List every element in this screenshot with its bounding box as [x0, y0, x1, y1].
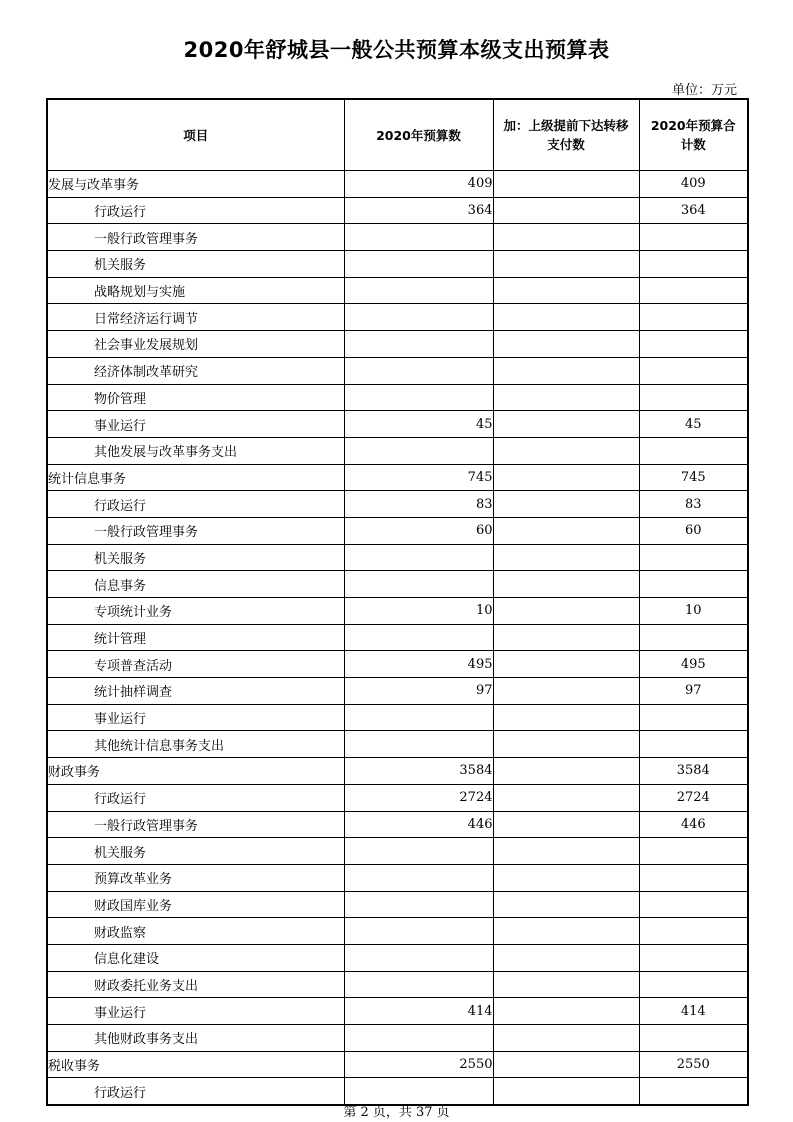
table-row	[47, 357, 748, 384]
row-budget	[344, 838, 493, 865]
row-item-name: 行政运行	[47, 197, 344, 224]
table-row	[47, 411, 748, 438]
table-row	[47, 517, 748, 544]
row-item-name: 其他统计信息事务支出	[47, 731, 344, 758]
row-transfer	[493, 251, 639, 278]
row-transfer	[493, 544, 639, 571]
row-transfer	[493, 624, 639, 651]
row-budget: 2724	[344, 784, 493, 811]
row-budget: 414	[344, 998, 493, 1025]
row-item-name: 一般行政管理事务	[47, 811, 344, 838]
table-row	[47, 1025, 748, 1052]
row-total	[639, 838, 748, 865]
table-row	[47, 731, 748, 758]
row-budget	[344, 277, 493, 304]
row-transfer	[493, 411, 639, 438]
row-budget	[344, 918, 493, 945]
row-transfer	[493, 277, 639, 304]
row-budget	[344, 971, 493, 998]
row-transfer	[493, 598, 639, 625]
row-item-name: 财政国库业务	[47, 891, 344, 918]
row-item-name: 机关服务	[47, 838, 344, 865]
row-total: 745	[639, 464, 748, 491]
row-total	[639, 437, 748, 464]
table-row	[47, 197, 748, 224]
row-item-name: 事业运行	[47, 411, 344, 438]
unit-label: 单位：万元	[671, 83, 737, 98]
row-budget	[344, 1025, 493, 1052]
row-transfer	[493, 651, 639, 678]
row-item-name: 其他财政事务支出	[47, 1025, 344, 1052]
table-row	[47, 171, 748, 198]
page-title: 2020年舒城县一般公共预算本级支出预算表	[183, 38, 610, 62]
row-item-name: 事业运行	[47, 998, 344, 1025]
row-budget: 364	[344, 197, 493, 224]
row-item-name: 专项统计业务	[47, 598, 344, 625]
row-budget	[344, 731, 493, 758]
row-total	[639, 704, 748, 731]
row-total	[639, 944, 748, 971]
row-transfer	[493, 1025, 639, 1052]
row-budget	[344, 624, 493, 651]
header-item: 项目	[47, 99, 344, 171]
row-total: 495	[639, 651, 748, 678]
row-budget	[344, 224, 493, 251]
row-budget: 83	[344, 491, 493, 518]
header-transfer: 加：上级提前下达转移支付数	[493, 99, 639, 171]
row-transfer	[493, 1051, 639, 1078]
row-total: 2724	[639, 784, 748, 811]
row-total	[639, 224, 748, 251]
row-item-name: 物价管理	[47, 384, 344, 411]
table-row	[47, 651, 748, 678]
row-transfer	[493, 918, 639, 945]
row-budget	[344, 571, 493, 598]
row-item-name: 统计信息事务	[47, 464, 344, 491]
table-row	[47, 491, 748, 518]
table-row	[47, 998, 748, 1025]
row-transfer	[493, 811, 639, 838]
row-transfer	[493, 678, 639, 705]
row-total	[639, 277, 748, 304]
row-total: 2550	[639, 1051, 748, 1078]
table-row	[47, 224, 748, 251]
table-row	[47, 384, 748, 411]
row-transfer	[493, 864, 639, 891]
table-row	[47, 811, 748, 838]
row-transfer	[493, 464, 639, 491]
row-transfer	[493, 998, 639, 1025]
row-total	[639, 357, 748, 384]
row-budget	[344, 331, 493, 358]
row-transfer	[493, 704, 639, 731]
table-row	[47, 891, 748, 918]
row-item-name: 经济体制改革研究	[47, 357, 344, 384]
header-budget: 2020年预算数	[344, 99, 493, 171]
row-transfer	[493, 838, 639, 865]
row-total	[639, 544, 748, 571]
row-transfer	[493, 171, 639, 198]
table-row	[47, 838, 748, 865]
row-total	[639, 891, 748, 918]
row-total	[639, 918, 748, 945]
row-item-name: 一般行政管理事务	[47, 224, 344, 251]
row-transfer	[493, 571, 639, 598]
row-budget: 60	[344, 517, 493, 544]
row-transfer	[493, 971, 639, 998]
row-transfer	[493, 491, 639, 518]
row-budget: 97	[344, 678, 493, 705]
row-item-name: 日常经济运行调节	[47, 304, 344, 331]
row-budget	[344, 891, 493, 918]
row-budget	[344, 437, 493, 464]
row-total: 414	[639, 998, 748, 1025]
row-budget	[344, 384, 493, 411]
row-transfer	[493, 784, 639, 811]
row-total	[639, 1025, 748, 1052]
row-total: 364	[639, 197, 748, 224]
table-row	[47, 784, 748, 811]
row-total	[639, 971, 748, 998]
table-row	[47, 304, 748, 331]
table-row	[47, 918, 748, 945]
row-item-name: 专项普查活动	[47, 651, 344, 678]
row-transfer	[493, 731, 639, 758]
row-budget: 45	[344, 411, 493, 438]
row-item-name: 统计抽样调查	[47, 678, 344, 705]
budget-table	[46, 98, 749, 1106]
table-row	[47, 944, 748, 971]
row-total: 83	[639, 491, 748, 518]
row-item-name: 社会事业发展规划	[47, 331, 344, 358]
row-total: 3584	[639, 758, 748, 785]
row-budget	[344, 304, 493, 331]
row-total	[639, 251, 748, 278]
table-row	[47, 1051, 748, 1078]
row-item-name: 信息事务	[47, 571, 344, 598]
row-budget: 2550	[344, 1051, 493, 1078]
row-budget: 409	[344, 171, 493, 198]
row-transfer	[493, 944, 639, 971]
row-item-name: 信息化建设	[47, 944, 344, 971]
row-transfer	[493, 437, 639, 464]
table-row	[47, 464, 748, 491]
row-total	[639, 731, 748, 758]
row-budget	[344, 944, 493, 971]
table-row	[47, 331, 748, 358]
row-item-name: 财政监察	[47, 918, 344, 945]
row-budget	[344, 704, 493, 731]
row-item-name: 预算改革业务	[47, 864, 344, 891]
table-row	[47, 678, 748, 705]
table-header-row	[47, 99, 748, 171]
row-transfer	[493, 517, 639, 544]
row-total: 45	[639, 411, 748, 438]
row-item-name: 机关服务	[47, 251, 344, 278]
row-item-name: 战略规划与实施	[47, 277, 344, 304]
row-item-name: 行政运行	[47, 784, 344, 811]
row-item-name: 财政委托业务支出	[47, 971, 344, 998]
table-row	[47, 571, 748, 598]
row-budget: 745	[344, 464, 493, 491]
table-row	[47, 277, 748, 304]
row-total: 97	[639, 678, 748, 705]
header-total: 2020年预算合计数	[639, 99, 748, 171]
row-transfer	[493, 758, 639, 785]
table-row	[47, 864, 748, 891]
table-row	[47, 544, 748, 571]
row-item-name: 行政运行	[47, 1078, 344, 1105]
row-total	[639, 331, 748, 358]
row-total	[639, 624, 748, 651]
row-transfer	[493, 891, 639, 918]
row-item-name: 事业运行	[47, 704, 344, 731]
table-row	[47, 598, 748, 625]
row-item-name: 统计管理	[47, 624, 344, 651]
row-item-name: 发展与改革事务	[47, 171, 344, 198]
row-budget: 10	[344, 598, 493, 625]
row-transfer	[493, 357, 639, 384]
row-budget	[344, 544, 493, 571]
row-transfer	[493, 331, 639, 358]
row-total: 446	[639, 811, 748, 838]
row-total	[639, 571, 748, 598]
table-row	[47, 251, 748, 278]
row-item-name: 机关服务	[47, 544, 344, 571]
row-item-name: 一般行政管理事务	[47, 517, 344, 544]
row-budget	[344, 864, 493, 891]
table-row	[47, 704, 748, 731]
row-total	[639, 304, 748, 331]
row-budget	[344, 357, 493, 384]
page-footer: 第 2 页，共 37 页	[343, 1105, 450, 1120]
row-budget: 495	[344, 651, 493, 678]
row-transfer	[493, 224, 639, 251]
row-total	[639, 384, 748, 411]
row-budget: 3584	[344, 758, 493, 785]
row-transfer	[493, 197, 639, 224]
row-total: 409	[639, 171, 748, 198]
row-item-name: 行政运行	[47, 491, 344, 518]
row-transfer	[493, 304, 639, 331]
row-item-name: 财政事务	[47, 758, 344, 785]
row-total	[639, 864, 748, 891]
table-row	[47, 971, 748, 998]
table-row	[47, 758, 748, 785]
row-transfer	[493, 384, 639, 411]
table-body	[47, 171, 748, 1106]
row-total: 60	[639, 517, 748, 544]
table-row	[47, 437, 748, 464]
table-row	[47, 624, 748, 651]
row-budget: 446	[344, 811, 493, 838]
row-item-name: 税收事务	[47, 1051, 344, 1078]
row-item-name: 其他发展与改革事务支出	[47, 437, 344, 464]
row-total: 10	[639, 598, 748, 625]
row-budget	[344, 251, 493, 278]
